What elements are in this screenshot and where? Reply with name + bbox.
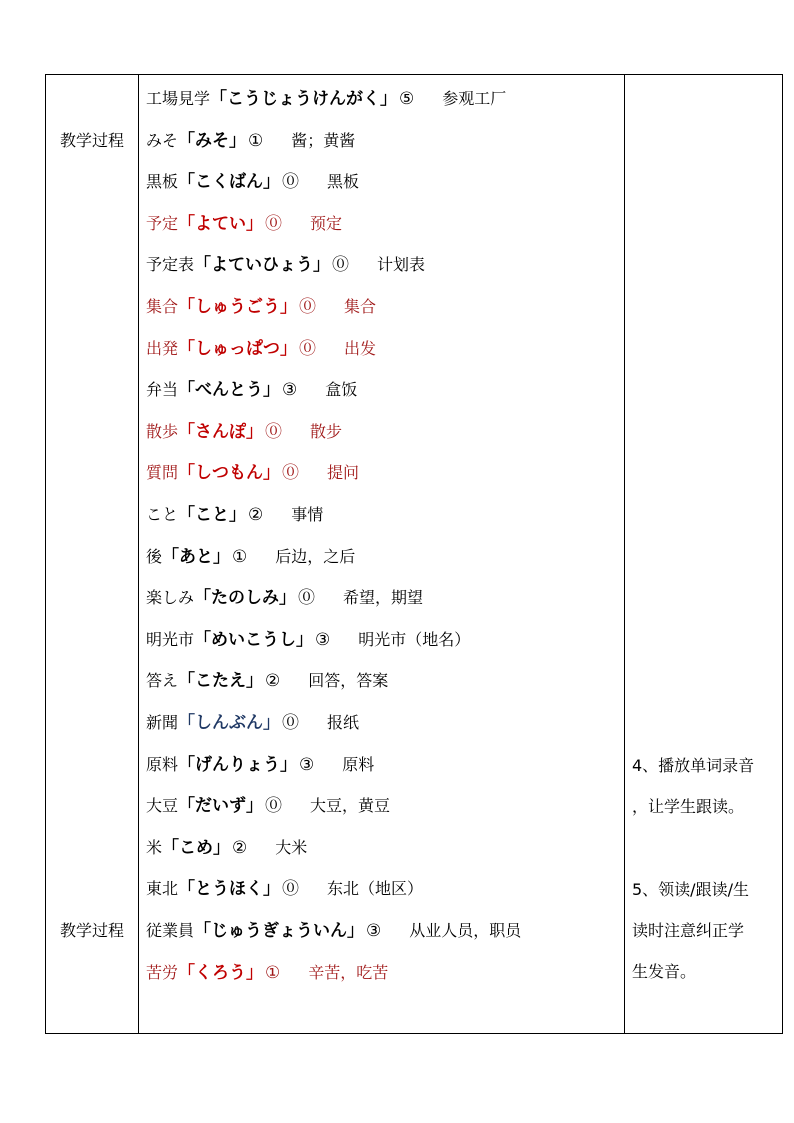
teaching-note (632, 869, 778, 992)
vocab-meaning: 出发 (344, 338, 377, 358)
vocab-reading: 「こめ」 (162, 837, 231, 858)
vocab-reading: 「たのしみ」 (194, 588, 297, 609)
vocab-accent: ② (248, 505, 264, 525)
vocab-reading: 「じゅうぎょういん」 (194, 921, 365, 941)
vocab-meaning: 计划表 (377, 255, 426, 275)
vocab-kanji: 質問 (146, 463, 179, 483)
vocab-accent: ① (265, 962, 281, 983)
vocab-accent: ⓪ (265, 421, 283, 442)
vocab-accent: ③ (282, 380, 298, 401)
vocab-meaning: 东北（地区） (327, 879, 424, 899)
vocab-accent: ① (232, 546, 248, 567)
vocab-meaning: 辛苦，吃苦 (308, 962, 389, 982)
teaching-note (632, 745, 778, 827)
column-divider (138, 75, 139, 1033)
vocab-meaning: 后边，之后 (275, 546, 356, 566)
vocab-reading: 「こたえ」 (178, 671, 264, 692)
vocab-reading: 「こと」 (178, 505, 247, 525)
note-line: 4、播放单词录音 (632, 756, 755, 775)
column-divider (624, 75, 625, 1033)
vocab-meaning: 希望，期望 (343, 588, 424, 608)
note-line: 5、领读/跟读/生 (632, 880, 749, 899)
vocab-kanji: 後 (146, 546, 163, 566)
vocab-reading: 「めいこうし」 (194, 629, 314, 650)
section-label: 教学过程 (59, 131, 124, 150)
vocab-kanji: 予定 (146, 213, 179, 233)
vocab-meaning: 参观工厂 (442, 89, 507, 108)
vocab-reading: 「さんぽ」 (178, 421, 264, 442)
vocab-kanji: 大豆 (146, 796, 179, 816)
vocab-accent: ③ (315, 629, 331, 650)
vocab-reading: 「しつもん」 (178, 463, 281, 484)
vocab-kanji: 黒板 (146, 172, 179, 192)
vocab-accent: ⓪ (298, 588, 316, 609)
vocab-accent: ⓪ (282, 713, 300, 733)
vocab-meaning: 盒饭 (325, 380, 358, 400)
note-line: 读时注意纠正学 (632, 921, 745, 940)
vocab-reading: 「だいず」 (178, 796, 264, 817)
vocab-meaning: 明光市（地名） (358, 629, 471, 649)
vocab-accent: ⑤ (399, 89, 415, 109)
vocab-kanji: 新聞 (146, 713, 179, 732)
vocab-reading: 「しんぶん」 (178, 713, 281, 733)
vocab-kanji: 従業員 (146, 921, 195, 940)
vocab-accent: ① (248, 130, 264, 151)
vocab-meaning: 原料 (342, 754, 375, 774)
vocab-reading: 「よてい」 (178, 213, 264, 234)
vocab-reading: 「べんとう」 (178, 380, 281, 401)
vocab-kanji: みそ (146, 130, 179, 150)
lesson-table (45, 74, 783, 1034)
vocab-meaning: 黑板 (327, 172, 360, 192)
vocab-reading: 「あと」 (162, 546, 231, 567)
vocab-accent: ⓪ (282, 463, 300, 484)
vocab-reading: 「しゅうごう」 (178, 297, 298, 317)
vocab-accent: ⓪ (265, 796, 283, 817)
vocab-kanji: 工場見学 (146, 89, 211, 108)
vocab-meaning: 散步 (310, 421, 343, 441)
vocab-meaning: 大豆，黄豆 (310, 796, 391, 816)
vocab-meaning: 酱；黄酱 (291, 130, 356, 150)
section-label: 教学过程 (59, 921, 124, 940)
vocab-accent: ⓪ (282, 879, 300, 900)
vocab-accent: ⓪ (265, 213, 283, 234)
vocab-accent: ③ (299, 754, 315, 775)
vocab-meaning: 事情 (291, 505, 324, 524)
vocab-kanji: 弁当 (146, 380, 179, 400)
vocab-accent: ② (265, 671, 281, 692)
note-line: ，让学生跟读。 (632, 797, 745, 816)
vocab-kanji: 散歩 (146, 421, 179, 441)
vocab-reading: 「こうじょうけんがく」 (210, 89, 398, 109)
vocab-kanji: 東北 (146, 879, 179, 899)
vocab-accent: ⓪ (282, 172, 300, 193)
vocab-accent: ⓪ (299, 297, 317, 317)
vocab-kanji: 答え (146, 671, 179, 691)
vocab-kanji: 苦労 (146, 962, 179, 982)
vocab-accent: ② (232, 837, 248, 858)
note-line: 生发音。 (632, 962, 697, 981)
vocab-meaning: 集合 (344, 297, 377, 316)
vocab-kanji: 明光市 (146, 629, 195, 649)
vocab-kanji: 集合 (146, 297, 179, 316)
vocab-kanji: 米 (146, 837, 163, 857)
vocab-reading: 「こくばん」 (178, 172, 281, 193)
vocab-meaning: 提问 (327, 463, 360, 483)
vocab-reading: 「しゅっぱつ」 (178, 338, 298, 359)
vocab-kanji: 予定表 (146, 255, 195, 275)
vocab-meaning: 报纸 (327, 713, 360, 732)
vocab-accent: ⓪ (332, 255, 350, 276)
vocab-accent: ③ (366, 921, 382, 941)
vocab-meaning: 回答，答案 (308, 671, 389, 691)
vocab-reading: 「げんりょう」 (178, 754, 298, 775)
vocab-kanji: 原料 (146, 754, 179, 774)
vocab-meaning: 从业人员，职员 (409, 921, 522, 940)
vocab-kanji: こと (146, 505, 179, 524)
vocab-reading: 「とうほく」 (178, 879, 281, 900)
vocab-reading: 「よていひょう」 (194, 255, 331, 276)
vocab-reading: 「みそ」 (178, 130, 247, 151)
vocab-meaning: 预定 (310, 213, 343, 233)
vocab-kanji: 楽しみ (146, 588, 195, 608)
vocab-reading: 「くろう」 (178, 962, 264, 983)
vocab-kanji: 出発 (146, 338, 179, 358)
vocab-accent: ⓪ (299, 338, 317, 359)
vocab-meaning: 大米 (275, 837, 308, 857)
